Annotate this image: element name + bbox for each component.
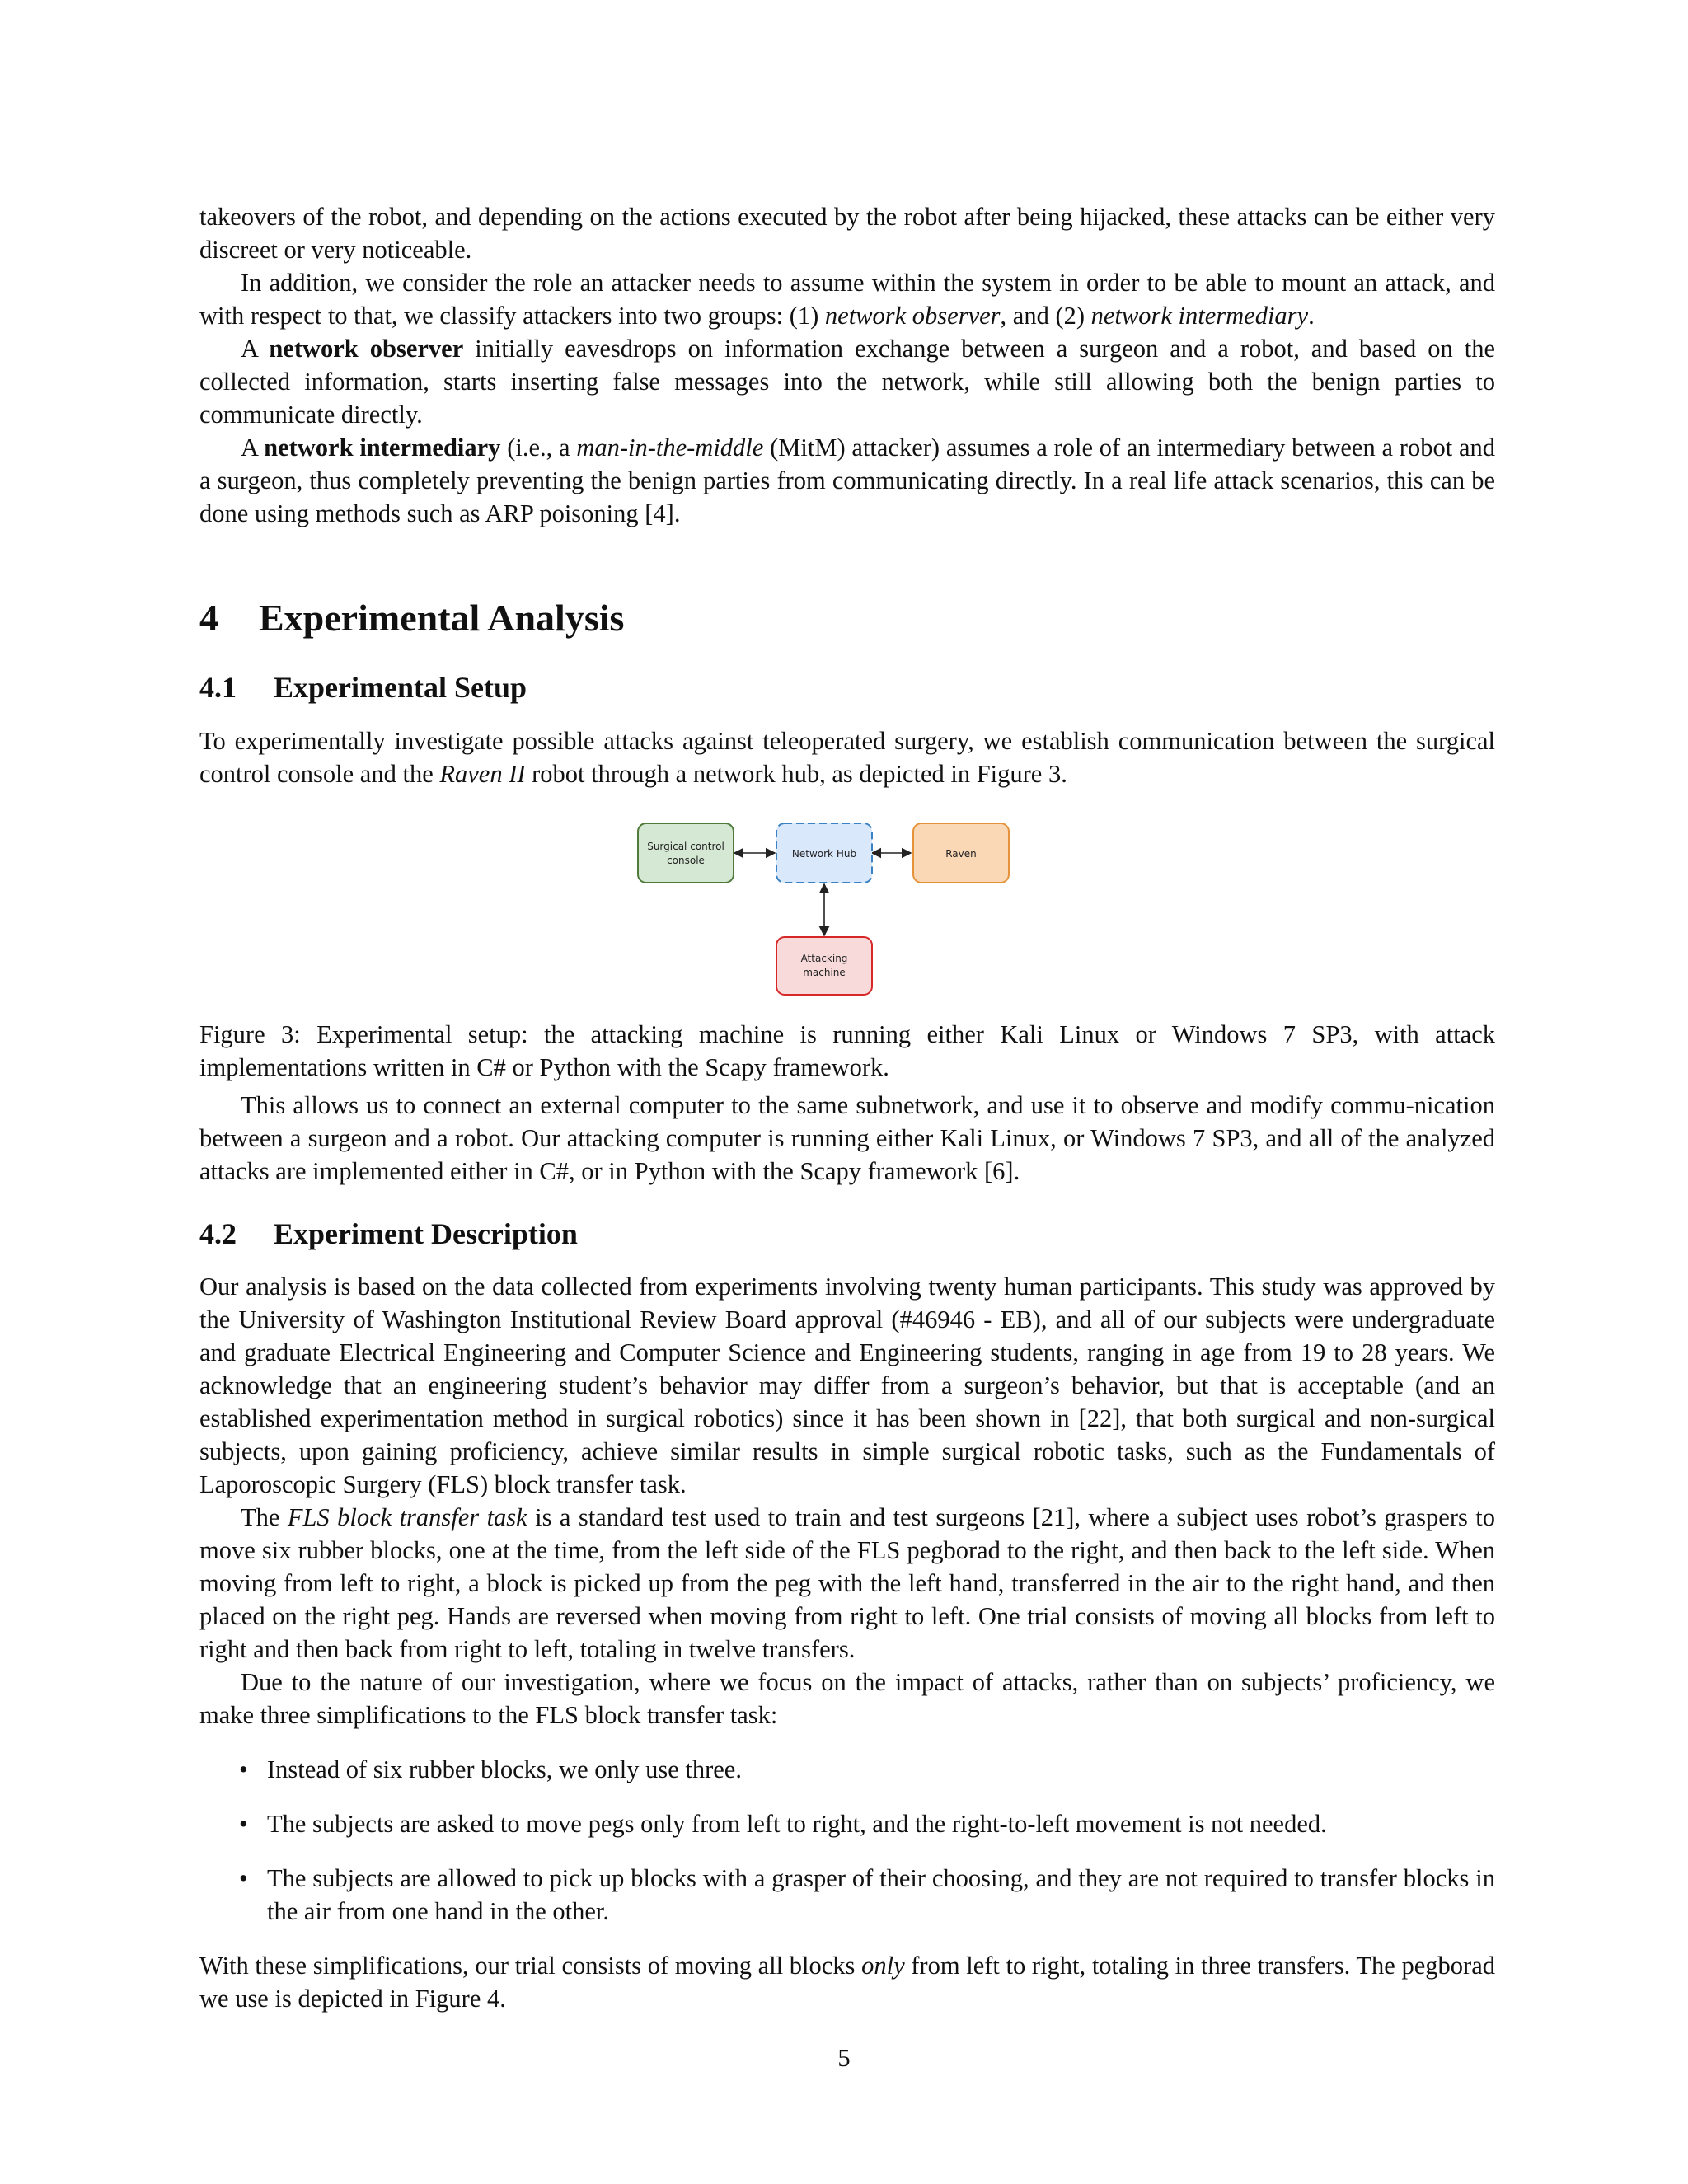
hub-label: Network Hub (791, 848, 857, 860)
paragraph-setup: To experimentally investigate possible attacks against teleoperated surgery, we establish communication between the surgical control console and the Raven II robot through a network hub, as depicted in Figure 3. (199, 727, 1495, 788)
paragraph-attacker-roles: In addition, we consider the role an attacker needs to assume within the system in order to be able to mount an attack, and with respect to that, we classify attackers into two groups: (1) network observer, and (2) network intermediary. (199, 269, 1495, 330)
console-label-1: Surgical control (647, 841, 724, 852)
bullet-icon: • (239, 1810, 248, 1838)
bullet-icon: • (239, 1755, 248, 1783)
list-item: • Instead of six rubber blocks, we only use three. (199, 1753, 1495, 1786)
console-label-2: console (667, 855, 705, 866)
attacking-machine-box (776, 937, 872, 995)
raven-label: Raven (945, 848, 977, 860)
page-number: 5 (837, 2044, 851, 2072)
figure-3-caption: Figure 3: Experimental setup: the attacking machine is running either Kali Linux or Windows 7 SP3, with attack implementations written in C# or Python with the Scapy framework. (199, 1020, 1495, 1081)
list-item: • The subjects are asked to move pegs only from left to right, and the right-to-left movement is not needed. (199, 1807, 1495, 1840)
subsection-heading-4-2: 4.2 Experiment Description (199, 1217, 578, 1250)
attacker-label-2: machine (803, 967, 846, 978)
setup-intro (199, 724, 1495, 790)
bold-network-observer: network observer (269, 335, 464, 363)
bullet-icon: • (239, 1864, 248, 1892)
caption-and-text (199, 1018, 1495, 1188)
term-raven-ii: Raven II (439, 760, 526, 788)
list-item: • The subjects are allowed to pick up blocks with a grasper of their choosing, and they are not required to transfer blocks in the air from one hand in the other. (199, 1862, 1495, 1928)
paragraph-continuation: takeovers of the robot, and depending on the actions executed by the robot after being hijacked, these attacks can be either very discreet or very noticeable. (199, 203, 1495, 264)
network-diagram (626, 820, 1022, 1010)
description-block (199, 1270, 1495, 2015)
term-network-intermediary: network intermediary (1090, 302, 1309, 330)
paragraph-subnetwork: This allows us to connect an external computer to the same subnetwork, and use it to observe and modify commu-nication between a surgeon and a robot. Our attacking computer is running either Kali Linux, or Windows 7 SP3, and all of the analyzed attacks are implemented either in C#, or in Python with the Scapy framework [6]. (199, 1091, 1495, 1185)
paragraph-participants: Our analysis is based on the data collected from experiments involving twenty human participants. This study was approved by the University of Washington Institutional Review Board approval (#46946 - EB), and all of our subjects were undergraduate and graduate Electrical Engineering and Computer Science and Engineering students, ranging in age from 19 to 28 years. We acknowledge that an engineering student’s behavior may differ from a surgeon’s behavior, but that is acceptable (and an established experimentation method in surgical robotics) since it has been shown in [22], that both surgical and non-surgical subjects, upon gaining proficiency, achieve similar results in simple surgical robotic tasks, such as the Fundamentals of Laporoscopic Surgery (FLS) block transfer task. (199, 1272, 1495, 1498)
paragraph-network-intermediary: A network intermediary (i.e., a man-in-the-middle (MitM) attacker) assumes a role of an intermediary between a robot and a surgeon, thus completely preventing the benign parties from communicating directly. In a real life attack scenarios, this can be done using methods such as ARP poisoning [4]. (199, 434, 1495, 527)
term-only: only (861, 1952, 905, 1980)
paragraph-trial: With these simplifications, our trial consists of moving all blocks only from left to right, totaling in three transfers. The pegborad we use is depicted in Figure 4. (199, 1952, 1495, 2013)
subsection-heading-4-1: 4.1 Experimental Setup (199, 671, 528, 704)
figure-3-diagram (626, 820, 1022, 1010)
attacker-label-1: Attacking (800, 953, 848, 964)
intro-block (199, 200, 1495, 530)
paragraph-fls-task: The FLS block transfer task is a standard test used to train and test surgeons [21], where a subject uses robot’s graspers to move six rubber blocks, one at the time, from the left side of the FLS pegborad to the right, and then back to the left side. When moving from left to right, a block is picked up from the peg with the left hand, transferred in the air to the right hand, and then placed on the right peg. Hands are reversed when moving from right to left. One trial consists of moving all blocks from left to right and then back from right to left, totaling in twelve transfers. (199, 1503, 1495, 1663)
term-fls-task: FLS block transfer task (287, 1503, 528, 1531)
bold-network-intermediary: network intermediary (264, 434, 501, 462)
simplifications-list (199, 1753, 1495, 1928)
console-box (638, 823, 734, 883)
paragraph-simplifications: Due to the nature of our investigation, where we focus on the impact of attacks, rather than on subjects’ proficiency, we make three simplifications to the FLS block transfer task: (199, 1668, 1495, 1729)
term-mitm: man-in-the-middle (576, 434, 764, 462)
term-network-observer: network observer (824, 302, 1001, 330)
paragraph-network-observer: A network observer initially eavesdrops on information exchange between a surgeon and a robot, and based on the collected information, starts inserting false messages into the network, while still allowing both the benign parties to communicate directly. (199, 335, 1495, 429)
section-heading-4: 4 Experimental Analysis (199, 597, 625, 639)
